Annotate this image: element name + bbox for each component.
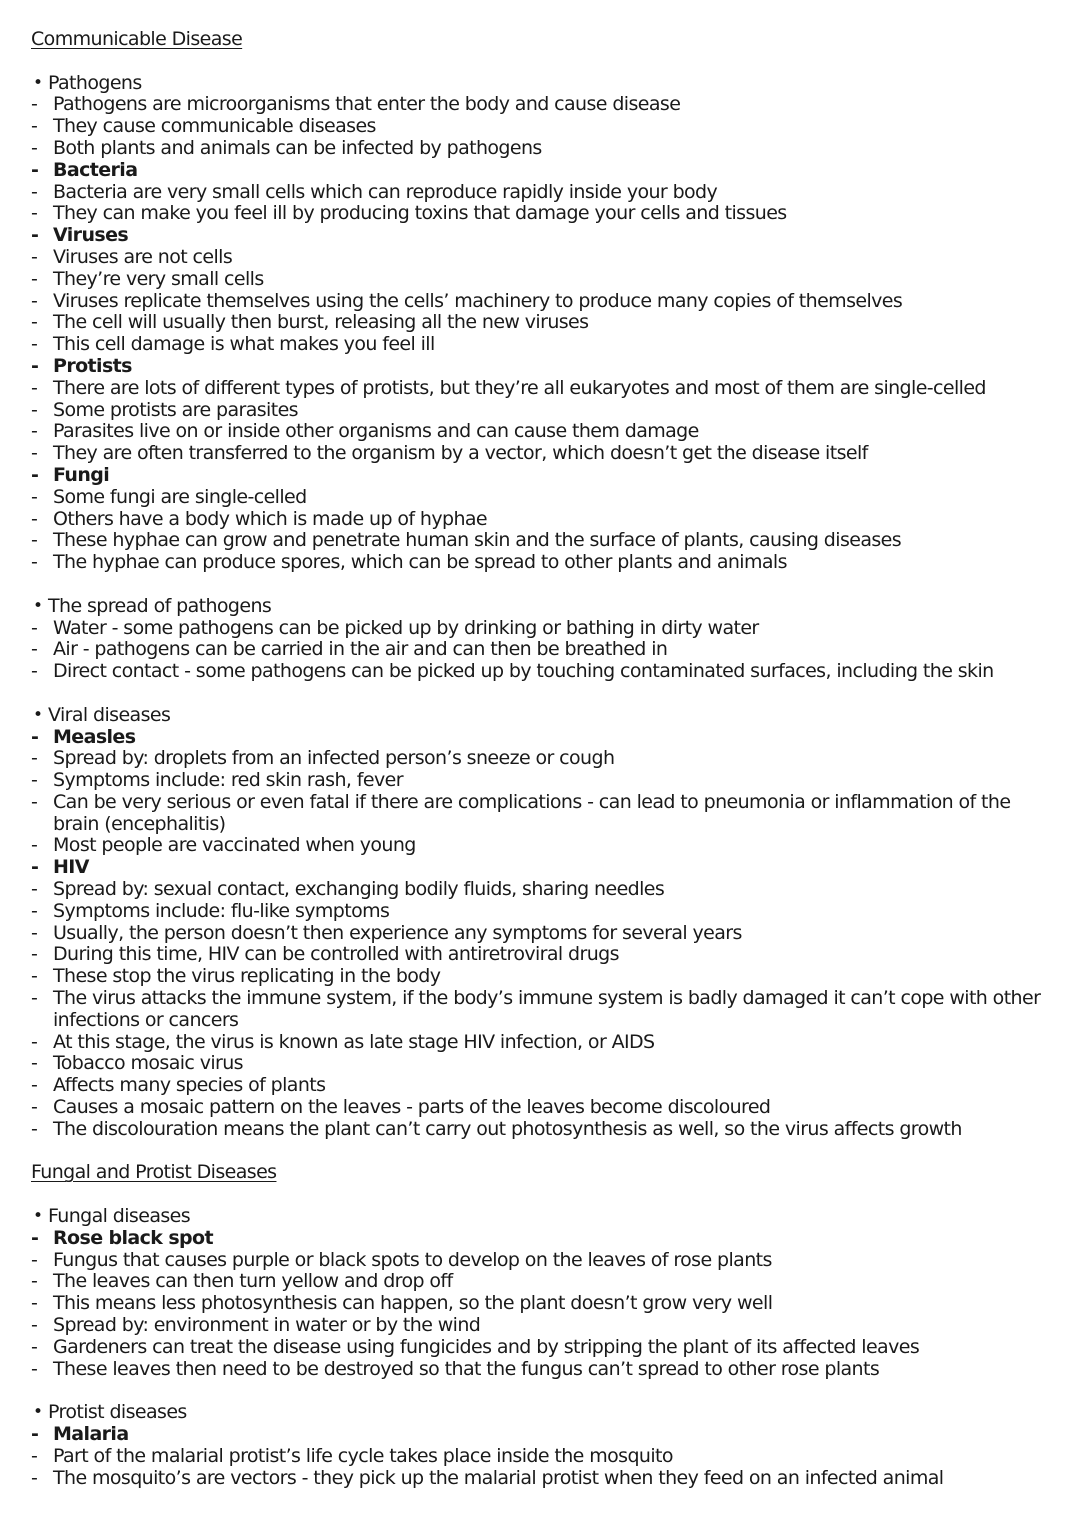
list-item xyxy=(31,182,1061,204)
subheading-item xyxy=(31,1424,1061,1446)
list-item xyxy=(31,94,1061,116)
dash-marker: - xyxy=(31,1423,39,1445)
topic-bullet xyxy=(31,1402,1061,1424)
dash-marker: - xyxy=(31,1466,38,1489)
subheading-item xyxy=(31,465,1061,487)
item-text: Tobacco mosaic virus xyxy=(53,1052,243,1075)
item-text: Some protists are parasites xyxy=(53,398,298,421)
dash-marker: - xyxy=(31,551,38,574)
item-text: The leaves can then turn yellow and drop off xyxy=(53,1270,453,1293)
dash-marker: - xyxy=(31,1248,38,1271)
subheading-item xyxy=(31,727,1061,749)
list-item xyxy=(31,138,1061,160)
dash-marker: - xyxy=(31,1052,38,1075)
dash-marker: - xyxy=(31,1335,38,1358)
item-text: Pathogens are microorganisms that enter the body and cause disease xyxy=(53,93,681,116)
list-item xyxy=(31,247,1061,269)
dash-marker: - xyxy=(31,463,39,486)
dash-marker: - xyxy=(31,1270,38,1293)
subheading-item xyxy=(31,356,1061,378)
dash-marker: - xyxy=(31,507,38,530)
list-item xyxy=(31,443,1061,465)
list-item xyxy=(31,988,1061,1032)
item-text: At this stage, the virus is known as late stage HIV infection, or AIDS xyxy=(53,1030,655,1053)
dash-marker: - xyxy=(31,856,39,879)
dash-marker: - xyxy=(31,1030,38,1053)
item-text: The cell will usually then burst, releasing all the new viruses xyxy=(53,311,589,334)
dash-marker: - xyxy=(31,1314,38,1337)
item-text: During this time, HIV can be controlled with antiretroviral drugs xyxy=(53,943,619,966)
topic-block xyxy=(31,73,1061,574)
item-text: HIV xyxy=(53,856,89,879)
item-text: This means less photosynthesis can happen, so the plant doesn’t grow very well xyxy=(53,1292,773,1315)
dash-marker: - xyxy=(31,485,38,508)
list-item xyxy=(31,966,1061,988)
list-item xyxy=(31,1032,1061,1054)
bullet-marker: • xyxy=(33,1402,43,1423)
spacer xyxy=(31,51,1061,73)
list-item xyxy=(31,1271,1061,1293)
item-text: Rose black spot xyxy=(53,1226,213,1249)
list-item xyxy=(31,203,1061,225)
item-text: The mosquito’s are vectors - they pick up the malarial protist when they feed on an infected animal xyxy=(53,1466,944,1489)
dash-marker: - xyxy=(31,93,38,116)
spacer xyxy=(31,683,1061,705)
list-item xyxy=(31,312,1061,334)
item-text: Viruses replicate themselves using the cells’ machinery to produce many copies of themselves xyxy=(53,289,903,312)
item-text: Spread by: environment in water or by the wind xyxy=(53,1314,481,1337)
dash-marker: - xyxy=(31,398,38,421)
section-heading: Communicable Disease xyxy=(31,28,243,50)
dash-marker: - xyxy=(31,638,38,661)
dash-marker: - xyxy=(31,115,38,138)
dash-marker: - xyxy=(31,769,38,792)
spacer xyxy=(31,1184,1061,1206)
item-text: They can make you feel ill by producing toxins that damage your cells and tissues xyxy=(53,202,787,225)
item-text: Bacteria xyxy=(53,158,138,181)
item-text: They’re very small cells xyxy=(53,267,264,290)
spacer xyxy=(31,1141,1061,1163)
dash-marker: - xyxy=(31,660,38,683)
dash-marker: - xyxy=(31,529,38,552)
item-text: Spread by: droplets from an infected person’s sneeze or cough xyxy=(53,747,615,770)
item-text: Some fungi are single-celled xyxy=(53,485,307,508)
dash-marker: - xyxy=(31,245,38,268)
topic-block xyxy=(31,1402,1061,1489)
dash-marker: - xyxy=(31,354,39,377)
dash-marker: - xyxy=(31,1096,38,1119)
list-item xyxy=(31,944,1061,966)
list-item xyxy=(31,1446,1061,1468)
list-item xyxy=(31,291,1061,313)
section xyxy=(31,1162,1061,1489)
bullet-marker: • xyxy=(33,595,43,616)
item-text: The hyphae can produce spores, which can be spread to other plants and animals xyxy=(53,551,787,574)
topic-block xyxy=(31,705,1061,1141)
item-text: These hyphae can grow and penetrate human skin and the surface of plants, causing diseases xyxy=(53,529,902,552)
item-text: Fungus that causes purple or black spots to develop on the leaves of rose plants xyxy=(53,1248,772,1271)
item-text: This cell damage is what makes you feel ill xyxy=(53,333,435,356)
list-item xyxy=(31,1250,1061,1272)
list-item xyxy=(31,1359,1061,1381)
item-text: These stop the virus replicating in the body xyxy=(53,965,441,988)
dash-marker: - xyxy=(31,376,38,399)
topic-bullet xyxy=(31,73,1061,95)
item-text: Viruses are not cells xyxy=(53,245,233,268)
dash-marker: - xyxy=(31,1444,38,1467)
list-item xyxy=(31,835,1061,857)
dash-marker: - xyxy=(31,834,38,857)
topic-bullet xyxy=(31,1206,1061,1228)
dash-marker: - xyxy=(31,224,39,247)
dash-marker: - xyxy=(31,158,39,181)
item-text: Measles xyxy=(53,725,136,748)
subheading-item xyxy=(31,857,1061,879)
spacer xyxy=(31,574,1061,596)
list-item xyxy=(31,1053,1061,1075)
list-item xyxy=(31,400,1061,422)
item-text: The spread of pathogens xyxy=(48,594,272,617)
item-text: Both plants and animals can be infected by pathogens xyxy=(53,136,542,159)
item-text: Fungal diseases xyxy=(48,1205,191,1228)
item-text: Direct contact - some pathogens can be picked up by touching contaminated surfaces, including the skin xyxy=(53,660,994,683)
topic-bullet xyxy=(31,705,1061,727)
dash-marker: - xyxy=(31,878,38,901)
list-item xyxy=(31,334,1061,356)
item-text: Symptoms include: red skin rash, fever xyxy=(53,769,403,792)
document-page xyxy=(31,29,1061,1489)
list-item xyxy=(31,552,1061,574)
item-text: These leaves then need to be destroyed so that the fungus can’t spread to other rose plants xyxy=(53,1357,880,1380)
subheading-item xyxy=(31,160,1061,182)
list-item xyxy=(31,1293,1061,1315)
dash-marker: - xyxy=(31,180,38,203)
item-text: Most people are vaccinated when young xyxy=(53,834,416,857)
dash-marker: - xyxy=(31,289,38,312)
item-text: They cause communicable diseases xyxy=(53,115,376,138)
list-item xyxy=(31,1315,1061,1337)
list-item xyxy=(31,639,1061,661)
list-item xyxy=(31,1468,1061,1490)
item-text: Air - pathogens can be carried in the air and can then be breathed in xyxy=(53,638,668,661)
item-text: Others have a body which is made up of hyphae xyxy=(53,507,488,530)
dash-marker: - xyxy=(31,747,38,770)
item-text: Gardeners can treat the disease using fungicides and by stripping the plant of its affected leaves xyxy=(53,1335,920,1358)
list-item xyxy=(31,1337,1061,1359)
list-item xyxy=(31,879,1061,901)
subheading-item xyxy=(31,1228,1061,1250)
item-text: Bacteria are very small cells which can reproduce rapidly inside your body xyxy=(53,180,718,203)
list-item xyxy=(31,421,1061,443)
list-item xyxy=(31,1075,1061,1097)
topic-block xyxy=(31,1206,1061,1380)
item-text: Can be very serious or even fatal if there are complications - can lead to pneumonia or inflammation of the brain (encephalitis) xyxy=(53,790,1011,835)
list-item xyxy=(31,1097,1061,1119)
bullet-marker: • xyxy=(33,1206,43,1227)
list-item xyxy=(31,116,1061,138)
dash-marker: - xyxy=(31,987,38,1010)
dash-marker: - xyxy=(31,202,38,225)
list-item xyxy=(31,770,1061,792)
dash-marker: - xyxy=(31,1226,39,1249)
dash-marker: - xyxy=(31,899,38,922)
topic-bullet xyxy=(31,596,1061,618)
section-heading: Fungal and Protist Diseases xyxy=(31,1161,277,1184)
dash-marker: - xyxy=(31,725,39,748)
section xyxy=(31,29,1061,1162)
dash-marker: - xyxy=(31,921,38,944)
item-text: Spread by: sexual contact, exchanging bodily fluids, sharing needles xyxy=(53,878,665,901)
topic-block xyxy=(31,596,1061,683)
list-item xyxy=(31,1119,1061,1141)
item-text: Malaria xyxy=(53,1423,129,1445)
dash-marker: - xyxy=(31,965,38,988)
dash-marker: - xyxy=(31,442,38,465)
item-text: There are lots of different types of protists, but they’re all eukaryotes and most of them are single-celled xyxy=(53,376,986,399)
item-text: Affects many species of plants xyxy=(53,1074,326,1097)
list-item xyxy=(31,378,1061,400)
dash-marker: - xyxy=(31,943,38,966)
item-text: Water - some pathogens can be picked up by drinking or bathing in dirty water xyxy=(53,616,759,639)
list-item xyxy=(31,661,1061,683)
list-item xyxy=(31,487,1061,509)
item-text: Symptoms include: flu-like symptoms xyxy=(53,899,390,922)
bullet-marker: • xyxy=(33,704,43,725)
dash-marker: - xyxy=(31,1117,38,1140)
item-text: Viral diseases xyxy=(48,703,171,726)
item-text: Usually, the person doesn’t then experience any symptoms for several years xyxy=(53,921,742,944)
item-text: The discolouration means the plant can’t carry out photosynthesis as well, so the virus affects growth xyxy=(53,1117,962,1140)
list-item xyxy=(31,792,1061,836)
dash-marker: - xyxy=(31,1292,38,1315)
list-item xyxy=(31,923,1061,945)
item-text: Causes a mosaic pattern on the leaves - parts of the leaves become discoloured xyxy=(53,1096,771,1119)
item-text: Fungi xyxy=(53,463,110,486)
dash-marker: - xyxy=(31,790,38,813)
list-item xyxy=(31,530,1061,552)
dash-marker: - xyxy=(31,616,38,639)
list-item xyxy=(31,509,1061,531)
list-item xyxy=(31,269,1061,291)
spacer xyxy=(31,1380,1061,1402)
item-text: Parasites live on or inside other organisms and can cause them damage xyxy=(53,420,699,443)
item-text: The virus attacks the immune system, if the body’s immune system is badly damaged it can’t cope with other infections or cancers xyxy=(53,987,1041,1031)
bullet-marker: • xyxy=(33,72,43,93)
list-item xyxy=(31,748,1061,770)
dash-marker: - xyxy=(31,1357,38,1380)
subheading-item xyxy=(31,225,1061,247)
item-text: Protists xyxy=(53,354,132,377)
item-text: Protist diseases xyxy=(48,1401,187,1424)
item-text: Pathogens xyxy=(48,71,142,94)
dash-marker: - xyxy=(31,267,38,290)
item-text: Part of the malarial protist’s life cycle takes place inside the mosquito xyxy=(53,1444,673,1467)
dash-marker: - xyxy=(31,420,38,443)
dash-marker: - xyxy=(31,1074,38,1097)
dash-marker: - xyxy=(31,311,38,334)
item-text: Viruses xyxy=(53,224,129,247)
item-text: They are often transferred to the organism by a vector, which doesn’t get the disease itself xyxy=(53,442,868,465)
list-item xyxy=(31,618,1061,640)
dash-marker: - xyxy=(31,333,38,356)
dash-marker: - xyxy=(31,136,38,159)
list-item xyxy=(31,901,1061,923)
